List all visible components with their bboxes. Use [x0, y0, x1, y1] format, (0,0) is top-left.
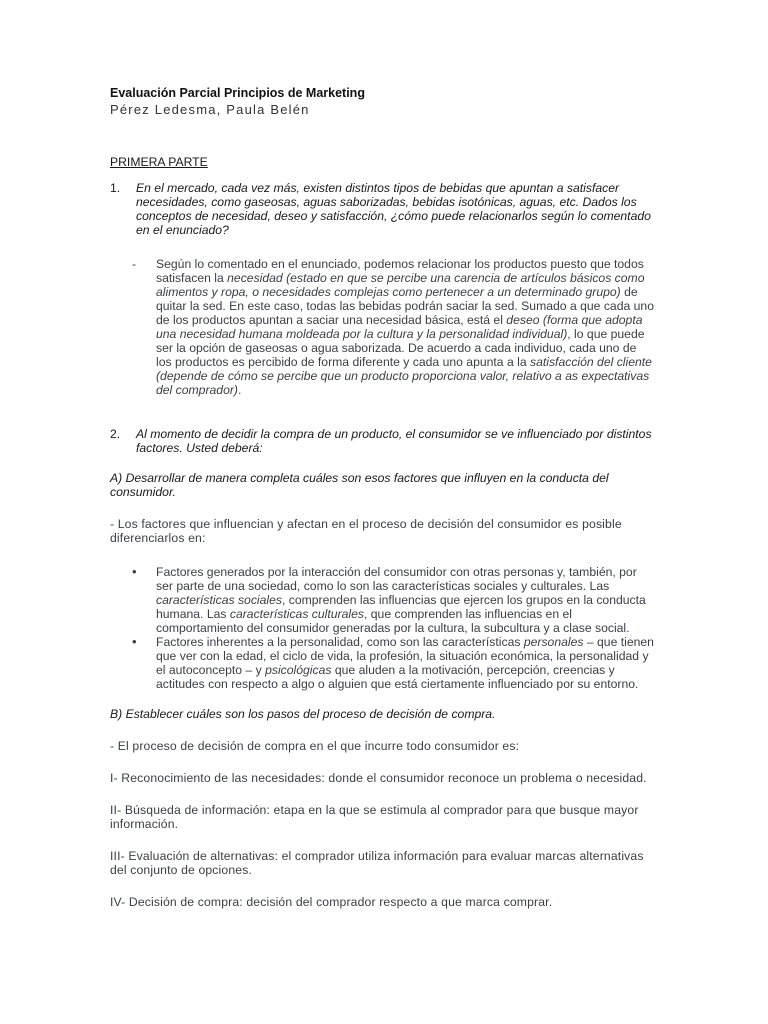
answer-emphasis: deseo (forma que adopta una necesidad humana moldeada por la cultura y la personalidad individual) — [156, 313, 643, 341]
question-text: En el mercado, cada vez más, existen distintos tipos de bebidas que apuntan a satisfacer necesidades, como gaseosas, aguas saborizadas, bebidas isotónicas, aguas, etc. Dados los conceptos de necesidad, deseo y satisfacción, ¿cómo puede relacionarlos según lo comentado en el enunciado? — [136, 181, 651, 237]
sub-question-b: B) Establecer cuáles son los pasos del proceso de decisión de compra. — [110, 707, 496, 721]
factors-list — [110, 565, 655, 691]
factors-intro: - Los factores que influencian y afectan en el proceso de decisión del consumidor es posible diferenciarlos en: — [110, 517, 622, 545]
question-2 — [110, 427, 655, 455]
answer-1 — [132, 257, 655, 397]
step-item: IV- Decisión de compra: decisión del comprador respecto a que marca comprar. — [110, 895, 553, 909]
list-item-text — [156, 635, 655, 691]
bullet-marker: • — [132, 634, 137, 649]
section-heading: PRIMERA PARTE — [110, 155, 208, 169]
steps-intro: - El proceso de decisión de compra en el que incurre todo consumidor es: — [110, 739, 520, 753]
question-number: 1. — [110, 181, 121, 195]
list-text-part: , que comprenden las influencias en el comportamiento del consumidor generadas por la cultura, la subcultura y a clase social. — [156, 607, 630, 635]
answer-text-part: de quitar la sed. En este caso, todas las bebidas podrán saciar la sed. Sumado a que cada uno de los productos apuntan a saciar una necesidad básica, está el — [156, 285, 654, 327]
list-emphasis: psicológicas — [265, 663, 332, 677]
bullet-marker: • — [132, 564, 137, 579]
answer-text-part: . — [237, 383, 242, 397]
list-item — [110, 635, 655, 691]
question-1 — [110, 181, 655, 237]
question-number: 2. — [110, 427, 121, 441]
list-item — [110, 565, 655, 635]
answer-text — [156, 257, 655, 397]
document-title: Evaluación Parcial Principios de Marketing — [110, 86, 365, 100]
step-item: I- Reconocimiento de las necesidades: donde el consumidor reconoce un problema o necesidad. — [110, 771, 647, 785]
list-text-part: , comprenden las influencias que ejercen los grupos en la conducta humana. Las — [156, 593, 646, 621]
sub-question-a: A) Desarrollar de manera completa cuáles son esos factores que influyen en la conducta del consumidor. — [110, 471, 609, 499]
list-text-part: Factores generados por la interacción del consumidor con otras personas y, también, por ser parte de una sociedad, como lo son las características sociales y culturales. Las — [156, 565, 637, 593]
list-text-part: Factores inherentes a la personalidad, como son las características — [156, 635, 524, 649]
step-item: II- Búsqueda de información: etapa en la que se estimula al comprador para que busque mayor información. — [110, 803, 639, 831]
step-item: III- Evaluación de alternativas: el comprador utiliza información para evaluar marcas alternativas del conjunto de opciones. — [110, 849, 644, 877]
list-emphasis: características sociales — [156, 593, 282, 607]
answer-text-part: , lo que puede ser la opción de gaseosas o agua saborizada. De acuerdo a cada individuo, cada uno de los productos es percibido de forma diferente y cada uno apunta a la — [156, 327, 645, 369]
list-item-text — [156, 565, 655, 635]
author-name: Pérez Ledesma, Paula Belén — [110, 102, 310, 117]
dash-marker: - — [132, 257, 137, 271]
answer-emphasis: necesidad (estado en que se percibe una carencia de artículos básicos como alimentos y ropa, o necesidades complejas como pertenecer a un determinado grupo) — [156, 271, 645, 299]
list-text-part: que aluden a la motivación, percepción, creencias y actitudes con respecto a algo o alguien que está ciertamente influenciado por su entorno. — [156, 663, 639, 691]
answer-emphasis: satisfacción del cliente (depende de cómo se percibe que un producto proporciona valor, relativo a as expectativas del comprador) — [156, 355, 652, 397]
list-emphasis: características culturales — [229, 607, 364, 621]
document-page — [110, 86, 655, 909]
answer-text-part: Según lo comentado en el enunciado, podemos relacionar los productos puesto que todos satisfacen la — [156, 257, 644, 285]
question-text: Al momento de decidir la compra de un producto, el consumidor se ve influenciado por distintos factores. Usted deberá: — [136, 427, 652, 455]
list-emphasis: personales — [523, 635, 584, 649]
list-text-part: – que tienen que ver con la edad, el ciclo de vida, la profesión, la situación económica, la personalidad y el autoconcepto – y — [156, 635, 654, 677]
